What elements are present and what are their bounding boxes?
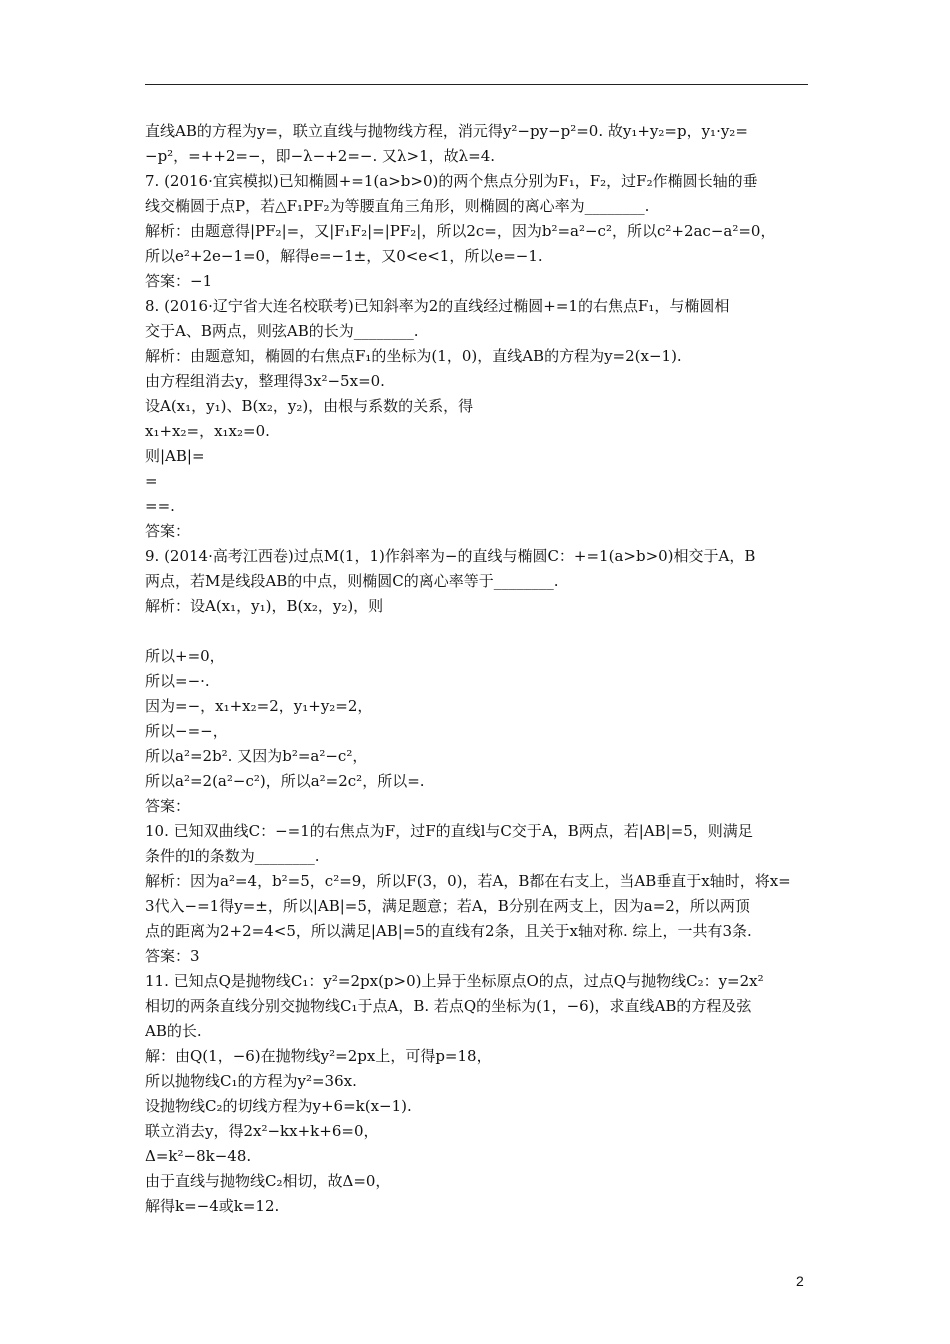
text-line: 因为=−，x₁+x₂=2，y₁+y₂=2， <box>145 697 373 715</box>
text-line: 7. (2016·宜宾模拟)已知椭圆+=1(a>b>0)的两个焦点分别为F₁，F₂，过F₂作椭圆长轴的垂 <box>145 172 758 190</box>
text-line: 答案：−1 <box>145 272 213 290</box>
text-line: = <box>145 472 158 490</box>
text-line: 所以抛物线C₁的方程为y²=36x. <box>145 1072 357 1090</box>
text-line: 设抛物线C₂的切线方程为y+6=k(x−1). <box>145 1097 412 1115</box>
text-line <box>145 619 813 644</box>
text-line: 由方程组消去y，整理得3x²−5x=0. <box>145 372 385 390</box>
text-line: 所以=−·. <box>145 672 210 690</box>
document-body <box>145 119 813 1219</box>
text-line: 所以+=0， <box>145 647 225 665</box>
text-line: 联立消去y，得2x²−kx+k+6=0， <box>145 1122 379 1140</box>
text-line: 所以a²=2b². 又因为b²=a²−c²， <box>145 747 368 765</box>
header-rule <box>145 84 808 85</box>
text-line: AB的长. <box>145 1022 202 1040</box>
text-line: x₁+x₂=，x₁x₂=0. <box>145 422 270 440</box>
text-line: 所以−=−， <box>145 722 228 740</box>
text-line: 3代入−=1得y=±，所以|AB|=5，满足题意；若A，B分别在两支上，因为a=2，所以两顶 <box>145 897 750 915</box>
text-line: 所以e²+2e−1=0，解得e=−1±，又0<e<1，所以e=−1. <box>145 247 543 265</box>
text-line: 10. 已知双曲线C：−=1的右焦点为F，过F的直线l与C交于A，B两点，若|AB|=5，则满足 <box>145 822 753 840</box>
text-line: 答案：3 <box>145 947 200 965</box>
text-line: 解析：由题意知，椭圆的右焦点F₁的坐标为(1，0)，直线AB的方程为y=2(x−1). <box>145 347 682 365</box>
text-line: 解析：设A(x₁，y₁)，B(x₂，y₂)，则 <box>145 597 384 615</box>
text-line: 交于A、B两点，则弦AB的长为________. <box>145 322 419 340</box>
text-line: 点的距离为2+2=4<5，所以满足|AB|=5的直线有2条，且关于x轴对称. 综上，一共有3条. <box>145 922 752 940</box>
text-line: 则|AB|= <box>145 447 205 465</box>
text-line: 条件的l的条数为________. <box>145 847 320 865</box>
text-line: 8. (2016·辽宁省大连名校联考)已知斜率为2的直线经过椭圆+=1的右焦点F₁，与椭圆相 <box>145 297 730 315</box>
text-line: 相切的两条直线分别交抛物线C₁于点A，B. 若点Q的坐标为(1，−6)，求直线AB的方程及弦 <box>145 997 752 1015</box>
text-line: 解：由Q(1，−6)在抛物线y²=2px上，可得p=18， <box>145 1047 492 1065</box>
text-line: 所以a²=2(a²−c²)，所以a²=2c²，所以=. <box>145 772 425 790</box>
page-number: 2 <box>796 1273 804 1289</box>
text-line: 解析：因为a²=4，b²=5，c²=9，所以F(3，0)，若A，B都在右支上，当AB垂直于x轴时，将x= <box>145 872 791 890</box>
text-line: 解得k=−4或k=12. <box>145 1197 280 1215</box>
text-line: ==. <box>145 497 175 515</box>
text-line: 解析：由题意得|PF₂|=，又|F₁F₂|=|PF₂|，所以2c=，因为b²=a²−c²，所以c²+2ac−a²=0， <box>145 222 776 240</box>
text-line: 答案： <box>145 522 191 540</box>
text-line: 11. 已知点Q是抛物线C₁：y²=2px(p>0)上异于坐标原点O的点，过点Q与抛物线C₂：y=2x² <box>145 972 764 990</box>
text-line: 直线AB的方程为y=，联立直线与抛物线方程，消元得y²−py−p²=0. 故y₁+y₂=p，y₁·y₂= <box>145 122 748 140</box>
text-line: 答案： <box>145 797 191 815</box>
text-line: −p²，=++2=−，即−λ−+2=−. 又λ>1，故λ=4. <box>145 147 496 165</box>
text-line: 线交椭圆于点P，若△F₁PF₂为等腰直角三角形，则椭圆的离心率为________. <box>145 197 650 215</box>
text-line: 两点，若M是线段AB的中点，则椭圆C的离心率等于________. <box>145 572 559 590</box>
text-line: 设A(x₁，y₁)、B(x₂，y₂)，由根与系数的关系，得 <box>145 397 474 415</box>
text-line: Δ=k²−8k−48. <box>145 1147 252 1165</box>
text-line: 9. (2014·高考江西卷)过点M(1，1)作斜率为−的直线与椭圆C：+=1(a>b>0)相交于A，B <box>145 547 756 565</box>
text-line: 由于直线与抛物线C₂相切，故Δ=0， <box>145 1172 391 1190</box>
